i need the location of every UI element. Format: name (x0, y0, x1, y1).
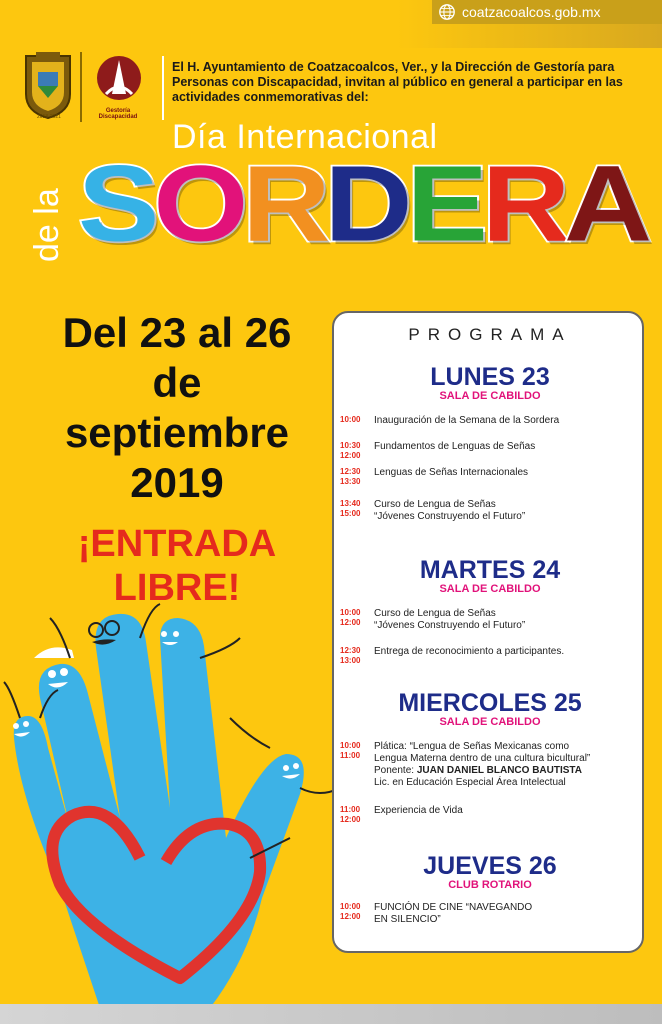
speaker-title: Lic. en Educación Especial Área Intelectual (374, 777, 566, 788)
program-card (332, 311, 644, 953)
globe-icon (438, 3, 456, 21)
event-title-main (78, 143, 647, 264)
hand-heart-illustration (0, 598, 340, 1008)
date-line: de (152, 359, 202, 406)
venue-label: SALA DE CABILDO (439, 716, 541, 728)
day-heading: LUNES 23 (430, 363, 550, 391)
item-text (374, 646, 640, 666)
item-text (374, 805, 640, 825)
date-line: 2019 (130, 459, 224, 506)
date-line: Del 23 al 26 (62, 309, 292, 356)
dela-text: de la (28, 188, 66, 262)
item-time: 10:00 12:00 (340, 902, 361, 921)
title-letter: D (324, 143, 407, 264)
schedule-item (340, 741, 640, 789)
logo-divider (80, 52, 82, 122)
item-time: 10:30 12:00 (340, 441, 361, 460)
day-heading: MIERCOLES 25 (398, 689, 582, 717)
item-description: FUNCIÓN DE CINE “NAVEGANDO EN SILENCIO” (374, 902, 533, 925)
bottom-band (0, 1004, 662, 1024)
title-letter: A (563, 143, 647, 264)
entrada-line: ¡ENTRADA (77, 523, 277, 565)
logo-caption: 2018-2021 (37, 114, 61, 120)
intro-divider (162, 56, 164, 120)
date-line: septiembre (64, 409, 290, 456)
event-dates (18, 308, 336, 508)
speaker-label: Ponente: (374, 765, 417, 776)
day-heading: MARTES 24 (419, 556, 561, 584)
intro-text: El H. Ayuntamiento de Coatzacoalcos, Ver., y la Dirección de Gestoría para Personas con Discapacidad, invitan al público en general a participar en las actividades conmemorativas del: (172, 60, 623, 104)
item-text (374, 415, 640, 427)
schedule-item (340, 441, 640, 461)
schedule-item (340, 467, 640, 487)
item-description: Curso de Lengua de Señas “Jóvenes Construyendo el Futuro” (374, 608, 526, 631)
item-description: Lenguas de Señas Internacionales (374, 467, 529, 478)
day-heading: JUEVES 26 (423, 852, 557, 880)
item-time: 12:30 13:30 (340, 467, 361, 486)
title-letter: S (78, 143, 154, 264)
item-time: 11:00 12:00 (340, 805, 361, 824)
speaker-line (374, 765, 640, 777)
title-letter: R (481, 143, 564, 264)
item-description: Experiencia de Vida (374, 805, 463, 816)
item-description: Inauguración de la Semana de la Sordera (374, 415, 560, 426)
schedule-item (340, 646, 640, 666)
title-letter: E (406, 143, 482, 264)
schedule-item (340, 902, 640, 926)
schedule-item (340, 499, 640, 523)
logo-caption: Gestoría Discapacidad (98, 108, 138, 120)
item-description: Curso de Lengua de Señas “Jóvenes Construyendo el Futuro” (374, 499, 526, 522)
item-description: Plática: “Lengua de Señas Mexicanas como Lengua Materna dentro de una cultura bicultural” (374, 741, 591, 764)
event-title-line1: Día Internacional (172, 118, 438, 156)
item-text (374, 499, 640, 523)
item-time: 10:00 (340, 415, 361, 424)
schedule-item (340, 608, 640, 632)
title-letter: O (153, 143, 243, 264)
schedule-item (340, 805, 640, 825)
speaker-name: JUAN DANIEL BLANCO BAUTISTA (416, 765, 582, 776)
item-text (374, 741, 640, 789)
item-time: 12:30 13:00 (340, 646, 361, 665)
title-letter: R (242, 143, 325, 264)
venue-label: CLUB ROTARIO (448, 879, 532, 891)
website-link[interactable] (432, 0, 662, 24)
item-description: Fundamentos de Lenguas de Señas (374, 441, 536, 452)
item-text (374, 608, 640, 632)
event-title-dela (20, 170, 74, 270)
program-title: PROGRAMA (408, 325, 572, 344)
item-time: 13:40 15:00 (340, 499, 361, 518)
schedule-item (340, 415, 640, 427)
item-text (374, 902, 640, 926)
entrada-line: LIBRE! (113, 567, 241, 609)
item-time: 10:00 11:00 (340, 741, 361, 760)
item-text (374, 441, 640, 461)
website-text: coatzacoalcos.gob.mx (462, 4, 601, 20)
venue-label: SALA DE CABILDO (439, 390, 541, 402)
item-description: Entrega de reconocimiento a participantes. (374, 646, 565, 657)
item-time: 10:00 12:00 (340, 608, 361, 627)
free-entry-notice (18, 522, 336, 610)
venue-label: SALA DE CABILDO (439, 583, 541, 595)
city-seal-logo (22, 50, 74, 122)
item-text (374, 467, 640, 487)
